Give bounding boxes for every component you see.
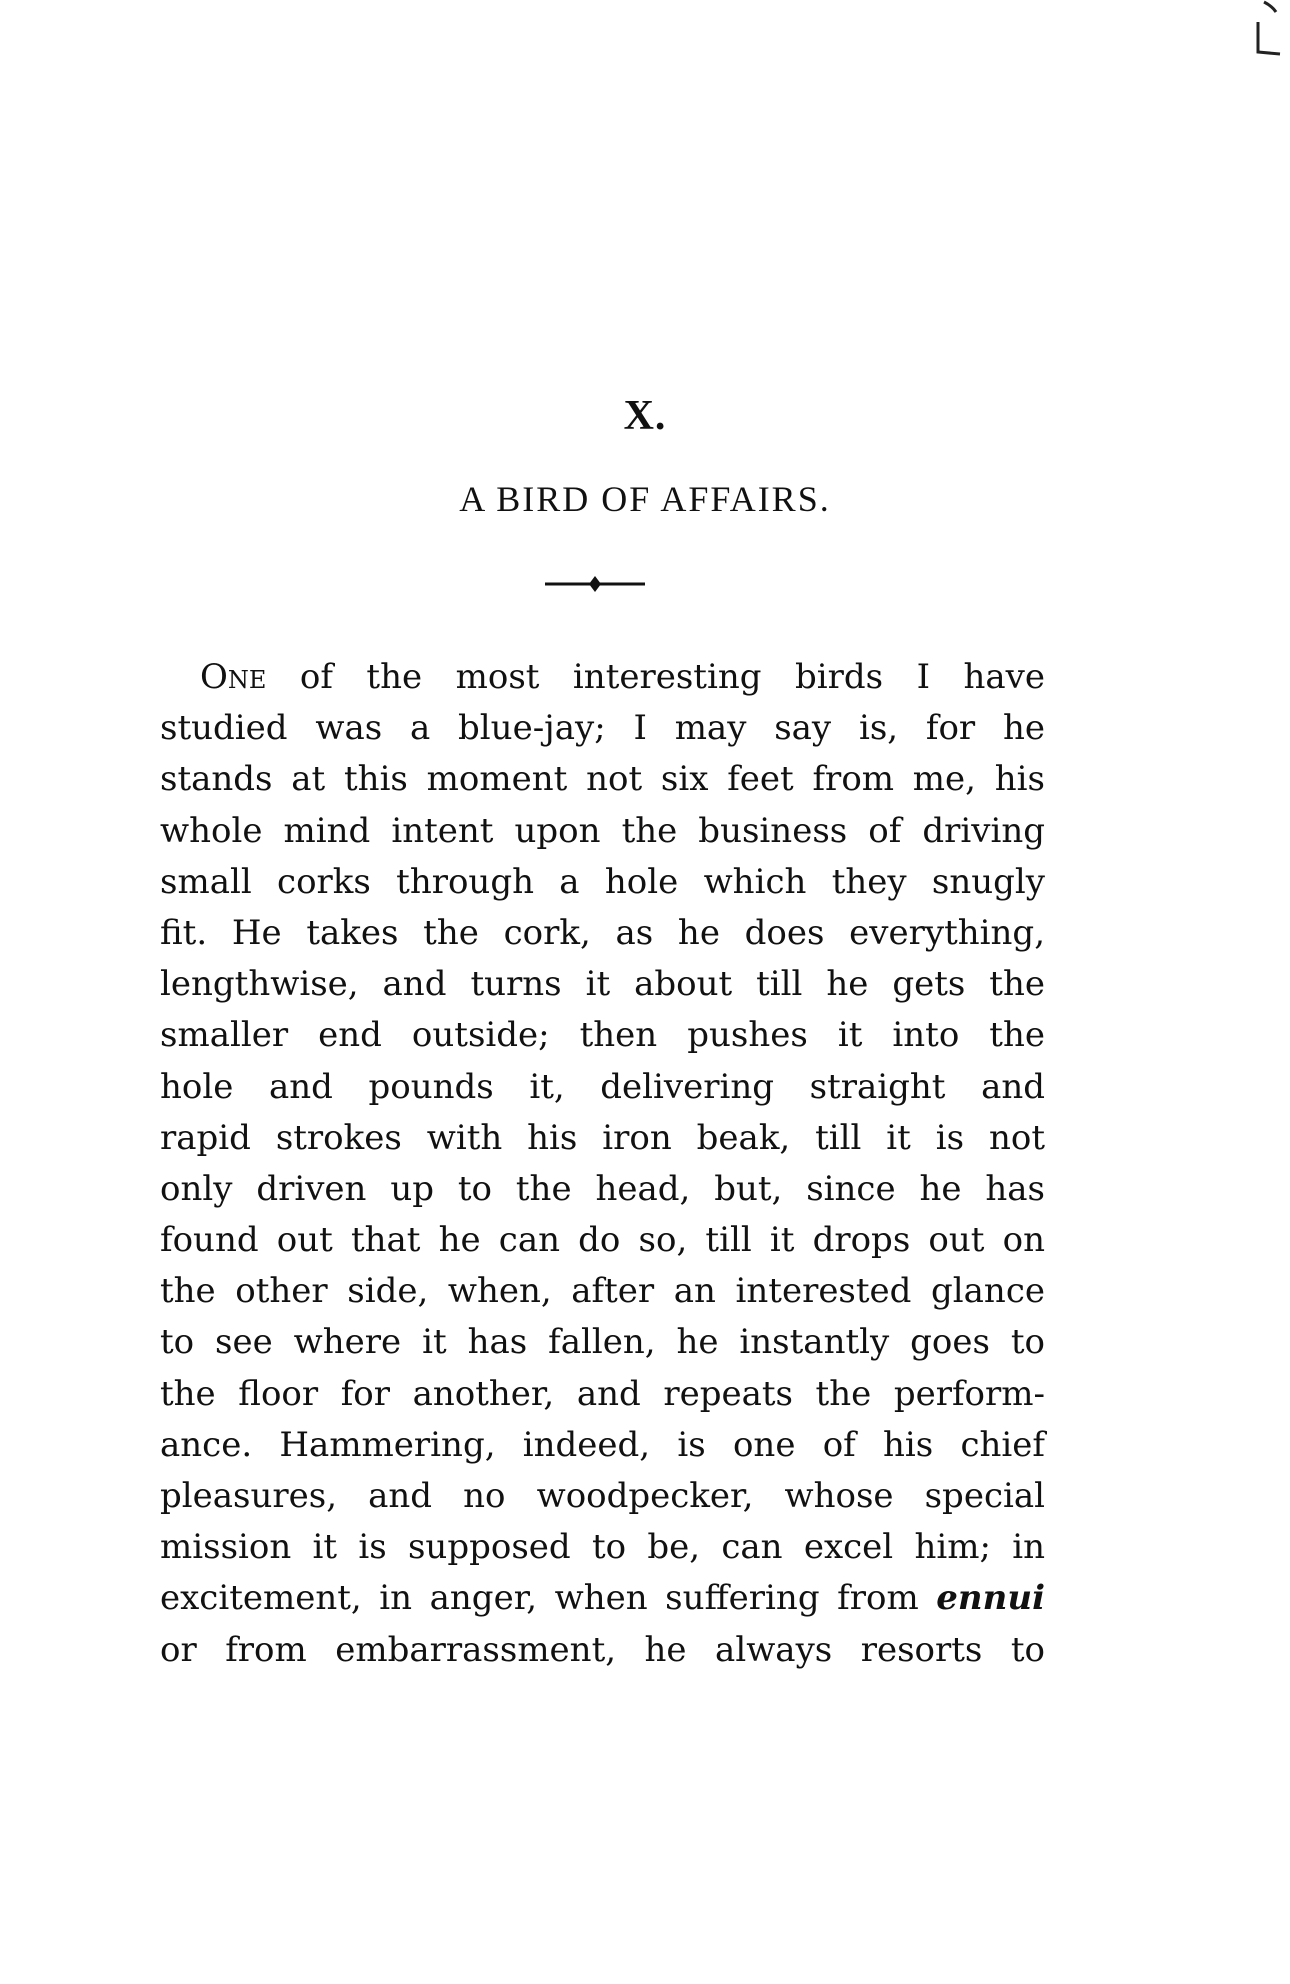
text-line: the floor for another, and repeats the perform- [160, 1373, 1045, 1414]
page-corner-mark [1252, 0, 1282, 60]
drop-word: One [200, 657, 267, 697]
text-line: found out that he can do so, till it drops out on [160, 1220, 1045, 1261]
text-line: only driven up to the head, but, since he has [160, 1168, 1045, 1209]
text-line: or from embarrassment, he always resorts to [160, 1629, 1045, 1670]
text-line: fit. He takes the cork, as he does everything, [160, 912, 1045, 953]
text-line: hole and pounds it, delivering straight and [160, 1066, 1045, 1107]
text-line: pleasures, and no woodpecker, whose special [160, 1476, 1045, 1516]
chapter-title: A BIRD OF AFFAIRS. [459, 479, 831, 519]
text-line: lengthwise, and turns it about till he gets the [160, 964, 1045, 1005]
text-line: mission it is supposed to be, can excel him; in [160, 1527, 1045, 1568]
text-line: the other side, when, after an interested glance [160, 1271, 1045, 1312]
text-line: studied was a blue-jay; I may say is, for he [160, 708, 1045, 749]
text-line: rapid strokes with his iron beak, till it is not [160, 1117, 1045, 1158]
text-line: whole mind intent upon the business of driving [160, 810, 1045, 851]
body-paragraph [160, 652, 1045, 1676]
text-line: to see where it has fallen, he instantly goes to [160, 1322, 1045, 1363]
chapter-number: X. [623, 393, 667, 439]
text-line: ance. Hammering, indeed, is one of his chief [160, 1424, 1045, 1465]
text-line: One of the most interesting birds I have [200, 657, 1045, 697]
text-line: smaller end outside; then pushes it into the [160, 1015, 1045, 1056]
text-line: excitement, in anger, when suffering from ennui [160, 1578, 1046, 1619]
text-line: stands at this moment not six feet from me, his [160, 759, 1045, 800]
text-line: small corks through a hole which they snugly [160, 861, 1045, 902]
italic-word: ennui [936, 1578, 1046, 1619]
divider-ornament [545, 576, 645, 592]
